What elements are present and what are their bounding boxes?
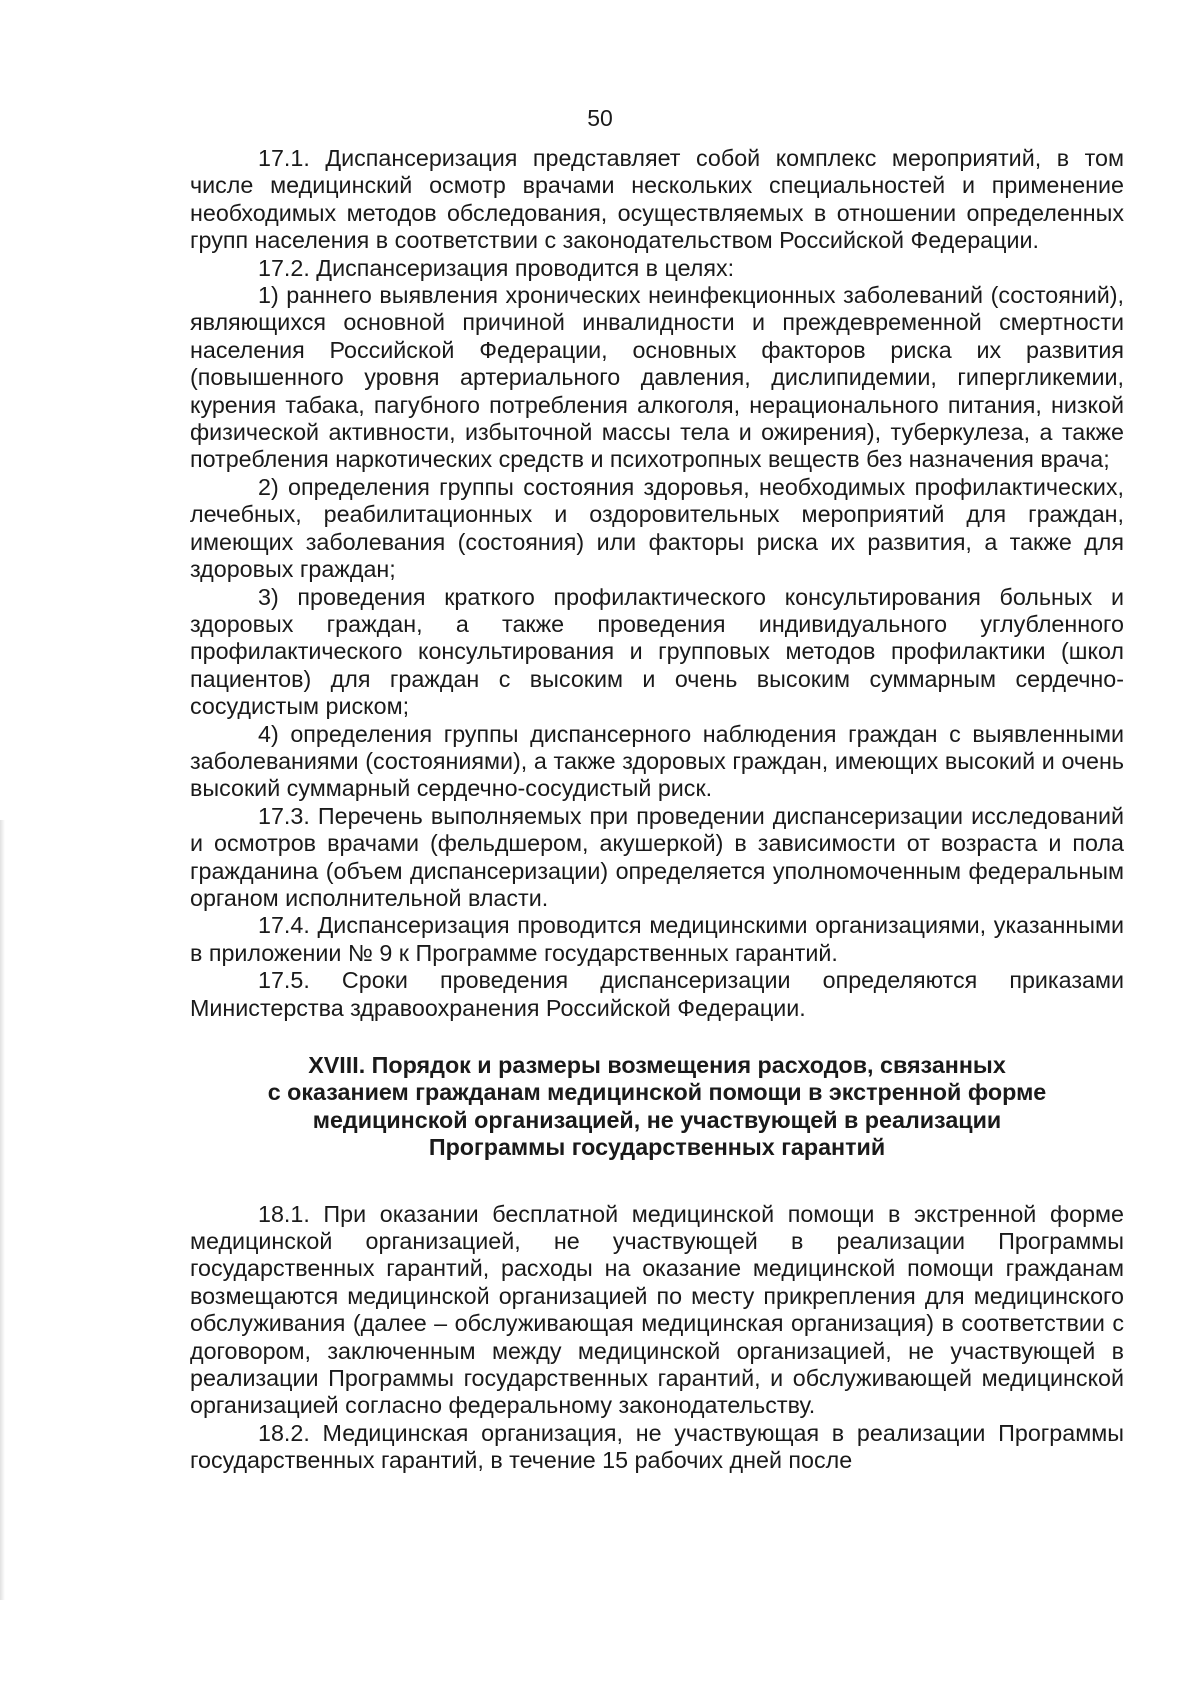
list-item-1: 1) раннего выявления хронических неинфекционных заболеваний (состояний), являющихся основной причиной инвалидности и преждевременной смертности населения Российской Федерации, основных факторов риска их развития (повышенного уровня артериального давления, дислипидемии, гипергликемии, курения табака, пагубного потребления алкоголя, нерационального питания, низкой физической активности, избыточной массы тела и ожирения), туберкулеза, а также потребления наркотических средств и психотропных веществ без назначения врача; <box>190 282 1124 473</box>
section-heading-line: XVIII. Порядок и размеры возмещения расходов, связанных <box>308 1052 1006 1078</box>
list-item-2: 2) определения группы состояния здоровья, необходимых профилактических, лечебных, реабилитационных и оздоровительных мероприятий для граждан, имеющих заболевания (состояния) или факторы риска их развития, а также для здоровых граждан; <box>190 473 1124 583</box>
paragraph-17-3: 17.3. Перечень выполняемых при проведении диспансеризации исследований и осмотров врачами (фельдшером, акушеркой) в зависимости от возраста и пола гражданина (объем диспансеризации) определяется уполномоченным федеральным органом исполнительной власти. <box>190 802 1124 911</box>
page-number: 50 <box>587 105 613 131</box>
section-heading-xviii <box>190 1052 1124 1162</box>
paragraph-17-4: 17.4. Диспансеризация проводится медицинскими организациями, указанными в приложении № 9 к Программе государственных гарантий. <box>190 912 1124 966</box>
paragraph-18-1: 18.1. При оказании бесплатной медицинской помощи в экстренной форме медицинской организацией, не участвующей в реализации Программы государственных гарантий, расходы на оказание медицинской помощи гражданам возмещаются медицинской организацией по месту прикрепления для медицинского обслуживания (далее – обслуживающая медицинская организация) в соответствии с договором, заключенным между медицинской организацией, не участвующей в реализации Программы государственных гарантий, и обслуживающей медицинской организацией согласно федеральному законодательству. <box>190 1200 1124 1419</box>
scan-edge-shadow <box>0 820 5 1600</box>
paragraph-17-1: 17.1. Диспансеризация представляет собой комплекс мероприятий, в том числе медицинский осмотр врачами нескольких специальностей и применение необходимых методов обследования, осуществляемых в отношении определенных групп населения в соответствии с законодательством Российской Федерации. <box>190 145 1124 254</box>
list-item-3: 3) проведения краткого профилактического консультирования больных и здоровых граждан, а также проведения индивидуального углубленного профилактического консультирования и групповых методов профилактики (школ пациентов) для граждан с высоким и очень высоким суммарным сердечно-сосудистым риском; <box>190 583 1124 720</box>
page-content <box>190 145 1124 1475</box>
list-item-4: 4) определения группы диспансерного наблюдения граждан с выявленными заболеваниями (состояниями), а также здоровых граждан, имеющих высокий и очень высокий суммарный сердечно-сосудистый риск. <box>190 720 1124 802</box>
section-heading-line: медицинской организацией, не участвующей в реализации <box>312 1106 1002 1133</box>
section-heading-line: с оказанием гражданам медицинской помощи в экстренной форме <box>267 1079 1047 1106</box>
paragraph-18-2: 18.2. Медицинская организация, не участвующая в реализации Программы государственных гарантий, в течение 15 рабочих дней после <box>190 1419 1124 1474</box>
paragraph-17-5: 17.5. Сроки проведения диспансеризации определяются приказами Министерства здравоохранения Российской Федерации. <box>190 967 1124 1021</box>
section-heading-line: Программы государственных гарантий <box>428 1134 886 1161</box>
paragraph-17-2: 17.2. Диспансеризация проводится в целях: <box>258 254 735 281</box>
